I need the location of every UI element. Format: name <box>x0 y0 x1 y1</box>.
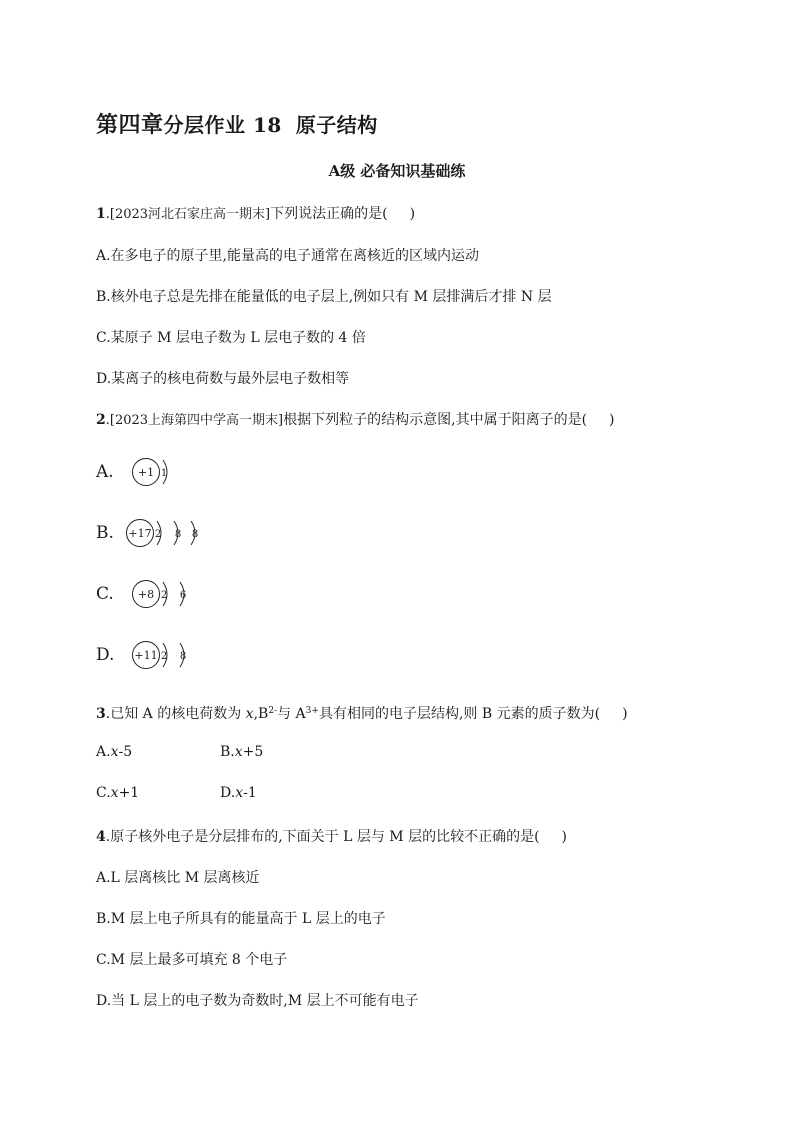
question-1-option-d: D.某离子的核电荷数与最外层电子数相等 <box>96 371 350 387</box>
question-4-option-a: A.L 层离核比 M 层离核近 <box>96 870 260 886</box>
diagram-label: C. <box>96 584 114 604</box>
question-3-stem: 3.已知 A 的核电荷数为 $x,B^{2-}$与 $A^{3+}$具有相同的电子层结构,则 B 元素的质子数为( ) <box>96 706 628 722</box>
question-1-option-a: A.在多电子的原子里,能量高的电子通常在离核近的区域内运动 <box>96 248 480 264</box>
question-number: 4 <box>96 829 106 845</box>
nucleus-charge: +1 <box>137 466 155 479</box>
shell-electron-count: 2 <box>160 651 168 662</box>
diagram-label: A. <box>96 462 114 482</box>
atom-structure-svg <box>126 574 296 614</box>
shell-electron-count: 2 <box>154 529 162 540</box>
question-2-stem: 2.[2023上海第四中学高一期末]根据下列粒子的结构示意图,其中属于阳离子的是( ) <box>96 412 615 428</box>
atom-structure-svg <box>126 513 316 553</box>
diagram-label: D. <box>96 645 115 665</box>
page-title <box>96 108 378 139</box>
chapter-label: 第四章 <box>96 112 164 138</box>
question-number: 3 <box>96 706 106 722</box>
nucleus-charge: +11 <box>134 649 158 662</box>
atom-structure-svg <box>126 635 296 675</box>
question-4-stem: 4.原子核外电子是分层排布的,下面关于 L 层与 M 层的比较不正确的是( ) <box>96 829 568 845</box>
question-1-option-c: C.某原子 M 层电子数为 L 层电子数的 4 倍 <box>96 330 366 346</box>
question-3-option-c: C.x+1 <box>96 785 140 801</box>
shell-electron-count: 8 <box>179 651 187 662</box>
question-3-option-a: A.x-5 <box>96 744 133 760</box>
question-source: .[2023上海第四中学高一期末] <box>105 413 284 428</box>
topic-label: 原子结构 <box>295 113 378 137</box>
question-number: 1 <box>96 206 106 222</box>
question-1-stem: 1.[2023河北石家庄高一期末]下列说法正确的是( ) <box>96 206 416 222</box>
diagram-label: B. <box>96 523 114 543</box>
level-heading: A级 必备知识基础练 <box>328 162 466 180</box>
atom-diagram-a <box>96 452 296 492</box>
question-3-option-d: D.x-1 <box>220 785 257 801</box>
shell-electron-count: 1 <box>160 468 168 479</box>
atom-structure-svg <box>126 452 296 492</box>
question-3-option-b: B.x+5 <box>220 744 264 760</box>
question-number: 2 <box>96 412 106 428</box>
question-4-option-c: C.M 层上最多可填充 8 个电子 <box>96 952 288 968</box>
shell-electron-count: 6 <box>179 590 187 601</box>
shell-electron-count: 8 <box>191 529 199 540</box>
assignment-label: 分层作业 18 <box>163 113 282 137</box>
shell-electron-count: 8 <box>174 529 182 540</box>
nucleus-charge: +8 <box>137 588 155 601</box>
atom-diagram-d <box>96 635 296 675</box>
question-source: .[2023河北石家庄高一期末] <box>105 207 271 222</box>
question-4-option-d: D.当 L 层上的电子数为奇数时,M 层上不可能有电子 <box>96 993 419 1009</box>
question-1-option-b: B.核外电子总是先排在能量低的电子层上,例如只有 M 层排满后才排 N 层 <box>96 289 552 305</box>
atom-diagram-b <box>96 513 296 553</box>
shell-electron-count: 2 <box>160 590 168 601</box>
atom-diagram-c <box>96 574 296 614</box>
nucleus-charge: +17 <box>128 527 152 540</box>
question-4-option-b: B.M 层上电子所具有的能量高于 L 层上的电子 <box>96 911 386 927</box>
